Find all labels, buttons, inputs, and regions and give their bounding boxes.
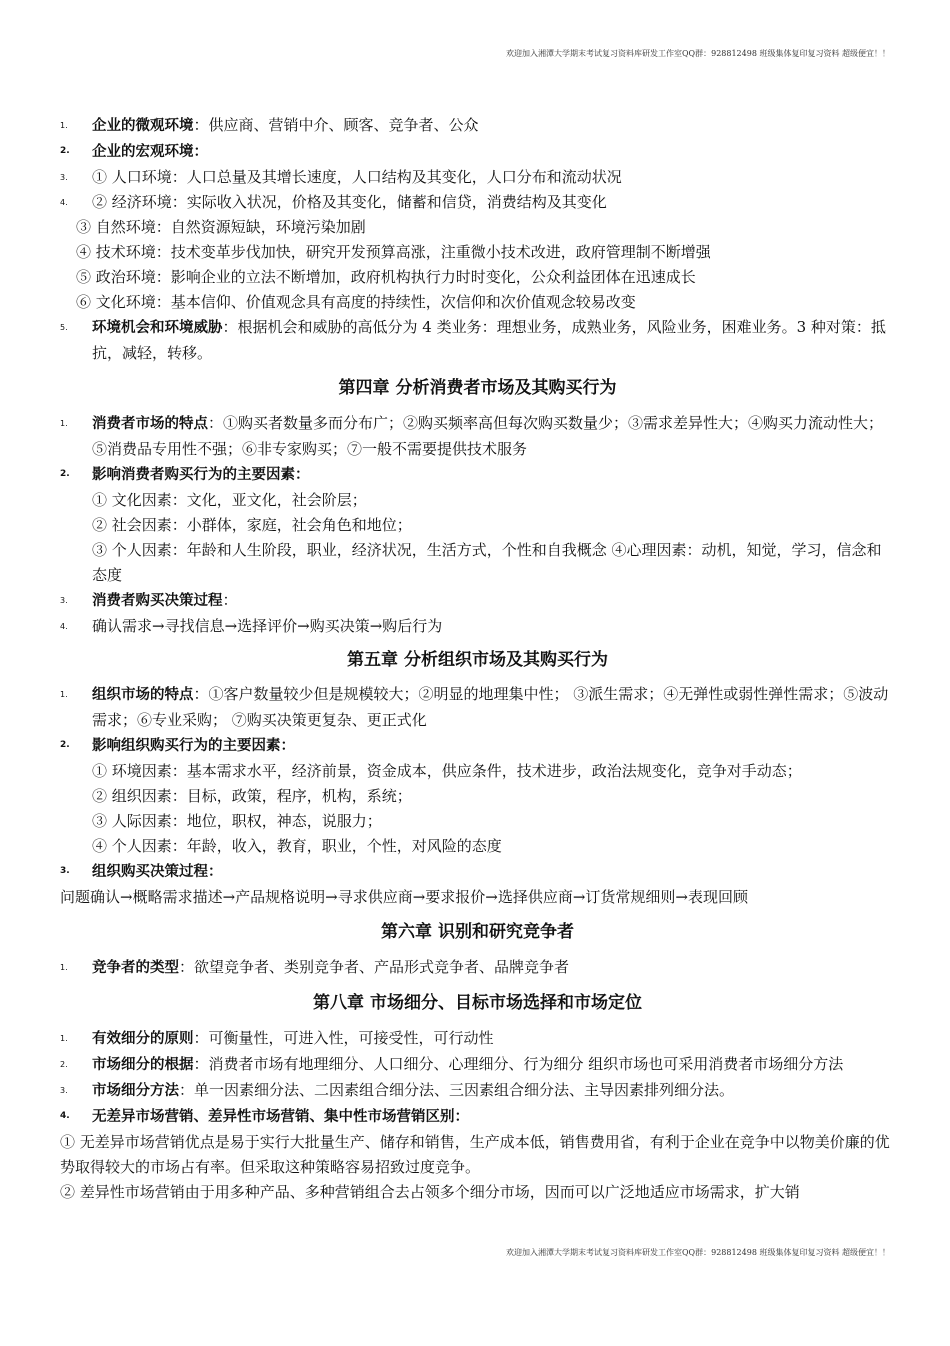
chapter-title-8: 第八章 市场细分、目标市场选择和市场定位 bbox=[313, 993, 642, 1013]
item-text: ：①购买者数量多而分布广；②购买频率高但每次购买数量少；③需求差异性大；④购买力流动性大；⑤消费品专用性不强；⑥非专家购买；⑦一般不需要提供技术服务 bbox=[92, 414, 884, 458]
header-notice: 欢迎加入湘潭大学期末考试复习资料库研发工作室QQ群：928812498 班级集体复印复习资料 超级便宜！！ bbox=[505, 49, 890, 58]
item-text: ：根据机会和威胁的高低分为 4 类业务：理想业务，成熟业务，风险业务，困难业务。3 种对策：抵抗，减轻，转移。 bbox=[92, 318, 886, 362]
list-item-org-decision bbox=[60, 859, 895, 885]
list-item-consumer-decision bbox=[60, 588, 895, 614]
list-item-org-market-features bbox=[60, 682, 895, 733]
item-label: 组织购买决策过程 bbox=[92, 864, 208, 880]
item-text: ：消费者市场有地理细分、人口细分、心理细分、行为细分 组织市场也可采用消费者市场细分方法 bbox=[193, 1055, 844, 1073]
list-item-micro-environment bbox=[60, 113, 895, 139]
line-individual-factors: ④ 个人因素：年龄，收入，教育，职业，个性，对风险的态度 bbox=[92, 837, 502, 855]
list-number: 3. bbox=[60, 866, 70, 876]
item-label: 消费者市场的特点 bbox=[92, 416, 208, 432]
line-politics: ⑤ 政治环境：影响企业的立法不断增加，政府机构执行力时时变化，公众利益团体在迅速成长 bbox=[76, 268, 696, 286]
list-number: 5. bbox=[60, 323, 68, 332]
list-item-population bbox=[60, 165, 895, 190]
item-text: ： bbox=[222, 591, 238, 609]
list-item-consumer-market-features bbox=[60, 411, 895, 462]
line-environment-factors: ① 环境因素：基本需求水平，经济前景，资金成本，供应条件，技术进步，政治法规变化，竞争对手动态； bbox=[92, 762, 802, 780]
item-text: ： bbox=[193, 144, 208, 160]
list-number: 3. bbox=[60, 173, 68, 182]
item-label: 有效细分的原则 bbox=[92, 1031, 194, 1047]
list-number: 2. bbox=[60, 146, 70, 156]
line-nature: ③ 自然环境：自然资源短缺，环境污染加剧 bbox=[76, 218, 366, 236]
list-item-marketing-differences bbox=[60, 1104, 895, 1130]
list-number: 1. bbox=[60, 419, 68, 428]
item-label: 环境机会和环境威胁 bbox=[92, 320, 223, 336]
list-item-segmentation-basis bbox=[60, 1052, 895, 1078]
item-text: ：①客户数量较少但是规模较大；②明显的地理集中性； ③派生需求；④无弹性或弱性弹性需求；⑤波动需求；⑥专业采购； ⑦购买决策更复杂、更正式化 bbox=[92, 685, 889, 729]
item-label: 组织市场的特点 bbox=[92, 687, 194, 703]
list-item-consumer-decision-flow bbox=[60, 614, 895, 639]
list-number: 4. bbox=[60, 198, 68, 207]
footer-notice: 欢迎加入湘潭大学期末考试复习资料库研发工作室QQ群：928812498 班级集体复印复习资料 超级便宜！！ bbox=[505, 1248, 890, 1257]
item-label: 市场细分的根据 bbox=[92, 1057, 194, 1073]
list-item-segmentation-methods bbox=[60, 1078, 895, 1104]
line-org-decision-flow: 问题确认→概略需求描述→产品规格说明→寻求供应商→要求报价→选择供应商→订货常规细则→表现回顾 bbox=[60, 888, 748, 906]
line-organization-factors: ② 组织因素：目标，政策，程序，机构，系统； bbox=[92, 787, 412, 805]
content-body bbox=[60, 113, 895, 1205]
item-text: ：欲望竞争者、类别竞争者、产品形式竞争者、品牌竞争者 bbox=[179, 958, 570, 976]
list-number: 1. bbox=[60, 690, 68, 699]
list-item-org-factors bbox=[60, 733, 895, 759]
line-interpersonal-factors: ③ 人际因素：地位，职权，神态，说服力； bbox=[92, 812, 382, 830]
item-label: 影响消费者购买行为的主要因素 bbox=[92, 467, 295, 483]
list-number: 1. bbox=[60, 1034, 68, 1043]
list-number: 4. bbox=[60, 1111, 70, 1121]
line-cultural-factors: ① 文化因素：文化，亚文化，社会阶层； bbox=[92, 491, 367, 509]
item-label: 竞争者的类型 bbox=[92, 960, 179, 976]
paragraph-undifferentiated: ① 无差异市场营销优点是易于实行大批量生产、储存和销售，生产成本低，销售费用省，有利于企业在竞争中以物美价廉的优势取得较大的市场占有率。但采取这种策略容易招致过度竞争。 bbox=[60, 1133, 890, 1176]
item-label: 市场细分方法 bbox=[92, 1083, 179, 1099]
line-technology: ④ 技术环境：技术变革步伐加快，研究开发预算高涨，注重微小技术改进，政府管理制不断增强 bbox=[76, 243, 711, 261]
chapter-title-5: 第五章 分析组织市场及其购买行为 bbox=[347, 650, 608, 670]
list-number: 1. bbox=[60, 121, 68, 130]
list-item-segmentation-principles bbox=[60, 1026, 895, 1052]
item-text: ： bbox=[454, 1109, 469, 1125]
line-personal-factors: ③ 个人因素：年龄和人生阶段，职业，经济状况，生活方式，个性和自我概念 ④心理因素：动机，知觉，学习，信念和态度 bbox=[92, 541, 882, 584]
item-text: ： bbox=[280, 738, 295, 754]
list-number: 4. bbox=[60, 622, 68, 631]
item-text: 确认需求→寻找信息→选择评价→购买决策→购后行为 bbox=[92, 617, 443, 635]
item-label: 消费者购买决策过程 bbox=[92, 593, 223, 609]
list-item-economy bbox=[60, 190, 895, 215]
item-text: ：可衡量性，可进入性，可接受性，可行动性 bbox=[193, 1029, 494, 1047]
item-label: 企业的宏观环境 bbox=[92, 144, 194, 160]
list-number: 3. bbox=[60, 596, 68, 605]
item-text: ：供应商、营销中介、顾客、竞争者、公众 bbox=[193, 116, 479, 134]
list-item-macro-environment bbox=[60, 139, 895, 165]
list-number: 2. bbox=[60, 740, 70, 750]
line-social-factors: ② 社会因素：小群体，家庭，社会角色和地位； bbox=[92, 516, 412, 534]
line-culture: ⑥ 文化环境：基本信仰、价值观念具有高度的持续性，次信仰和次价值观念较易改变 bbox=[76, 293, 636, 311]
list-item-competitor-types bbox=[60, 955, 895, 981]
item-text: ： bbox=[208, 864, 223, 880]
paragraph-differentiated: ② 差异性市场营销由于用多种产品、多种营销组合去占领多个细分市场，因而可以广泛地适应市场需求，扩大销 bbox=[60, 1183, 800, 1201]
item-text: ： bbox=[295, 467, 310, 483]
list-number: 3. bbox=[60, 1086, 68, 1095]
list-number: 2. bbox=[60, 469, 70, 479]
item-label: 影响组织购买行为的主要因素 bbox=[92, 738, 281, 754]
list-item-consumer-factors bbox=[60, 462, 895, 488]
chapter-title-6: 第六章 识别和研究竞争者 bbox=[381, 922, 574, 942]
list-number: 2. bbox=[60, 1060, 68, 1069]
item-label: 无差异市场营销、差异性市场营销、集中性市场营销区别 bbox=[92, 1109, 455, 1125]
item-text: ② 经济环境：实际收入状况，价格及其变化，储蓄和信贷，消费结构及其变化 bbox=[92, 193, 607, 211]
list-number: 1. bbox=[60, 963, 68, 972]
chapter-title-4: 第四章 分析消费者市场及其购买行为 bbox=[338, 378, 617, 398]
list-item-opportunity-threat bbox=[60, 315, 895, 366]
item-label: 企业的微观环境 bbox=[92, 118, 194, 134]
item-text: ① 人口环境：人口总量及其增长速度，人口结构及其变化，人口分布和流动状况 bbox=[92, 168, 622, 186]
item-text: ：单一因素细分法、二因素组合细分法、三因素组合细分法、主导因素排列细分法。 bbox=[179, 1081, 735, 1099]
